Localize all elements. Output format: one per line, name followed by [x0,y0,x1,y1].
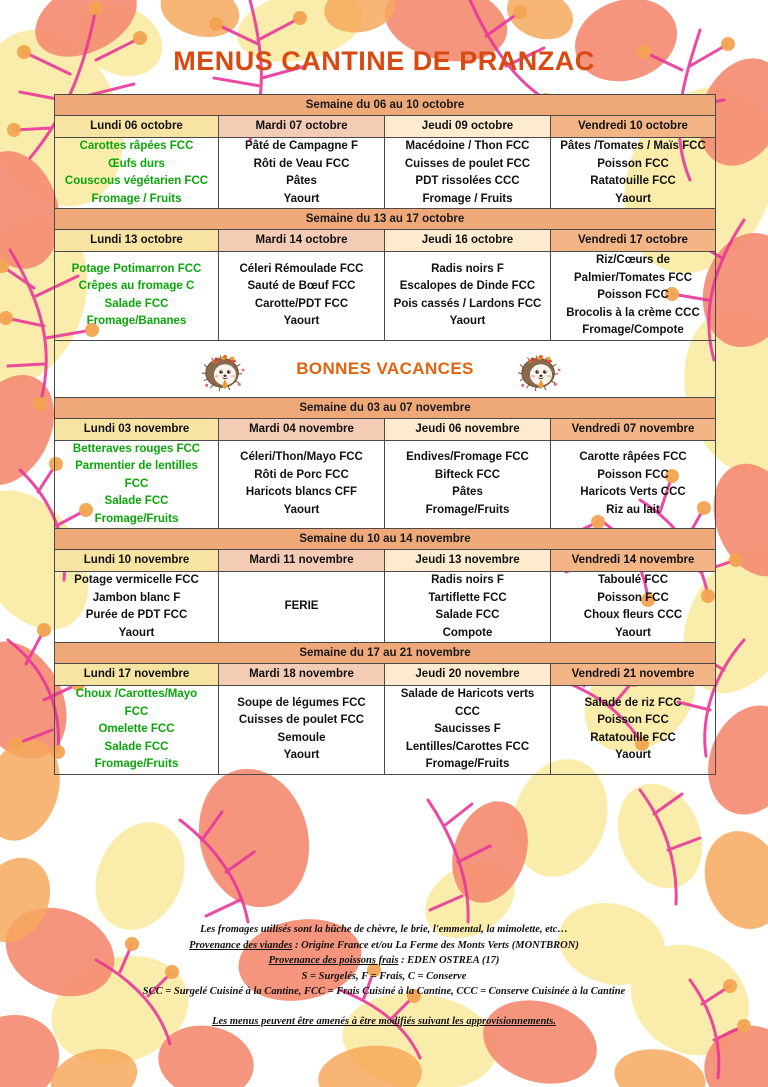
menu-item: Yaourt [283,315,320,328]
menu-item: Céleri Rémoulade FCC [239,262,364,275]
menu-item: Lentilles/Carottes FCC [405,740,530,753]
menu-item: Salade de Haricots verts [400,688,535,700]
menu-item: Yaourt [449,315,486,328]
day-header-3-2: Jeudi 13 novembre [385,550,551,572]
day-header-1-2: Jeudi 16 octobre [385,230,551,252]
menu-item: Haricots Verts CCC [580,486,686,499]
menu-row [55,138,716,209]
menu-item: Tartiflette FCC [428,591,507,604]
menu-cell-2-3 [551,440,716,529]
menu-item: Poisson FCC [597,468,669,481]
menu-item: Haricots blancs CFF [245,486,358,499]
menu-item: Macédoine / Thon FCC [405,140,530,152]
day-header-0-1: Mardi 07 octobre [219,116,385,138]
menu-item: Œufs durs [108,157,165,170]
menu-cell-2-0 [55,440,219,529]
menu-cell-2-1 [219,440,385,529]
day-header-3-0: Lundi 10 novembre [55,550,219,572]
menu-row [55,572,716,643]
menu-item: Yaourt [615,749,651,762]
footer-meat-rest: : Origine France et/ou La Ferme des Monts Verts (MONTBRON) [292,939,579,951]
week-banner-row [55,397,716,418]
menus-table-body [55,95,716,775]
menu-cell-3-3 [551,572,716,643]
day-header-1-0: Lundi 13 octobre [55,230,219,252]
footer-legend [0,922,768,1029]
day-header-row [55,116,716,138]
menu-item: Omelette FCC [98,723,175,735]
menu-item: Pois cassés / Lardons FCC [393,297,542,310]
menu-item: Jambon blanc F [92,591,181,604]
menu-item: Fromage / Fruits [91,192,182,205]
menu-item: Pâtes [452,486,483,499]
footer-fish-label: Provenance des poissons frais [268,955,399,966]
week-banner-1: Semaine du 13 au 17 octobre [55,209,716,230]
menu-item: Pâtes [286,175,317,187]
menu-cell-3-1 [219,572,385,643]
menu-item: Pâté de Campagne F [244,140,359,152]
week-banner-row [55,95,716,116]
menu-item: Poisson FCC [597,289,669,301]
footer-line-cheeses: Les fromages utilisés sont la bûche de chèvre, le brie, l'emmental, la mimolette, etc… [200,924,568,935]
day-header-3-3: Vendredi 14 novembre [551,550,716,572]
vacation-cell [55,340,716,397]
menu-item: Carotte râpées FCC [579,451,687,464]
week-banner-0: Semaine du 06 au 10 octobre [55,95,716,116]
menu-cell-3-0 [55,572,219,643]
menu-item: Fromage/Fruits [94,512,179,525]
day-header-4-3: Vendredi 21 novembre [551,664,716,686]
day-header-0-3: Vendredi 10 octobre [551,116,716,138]
menu-item: Poisson FCC [597,157,669,170]
week-banner-row [55,209,716,230]
menu-item: Salade de riz FCC [584,696,682,709]
menu-item: Parmentier de lentilles [75,460,198,472]
footer-fish-rest: : EDEN OSTREA (17) [398,955,500,966]
day-header-0-2: Jeudi 09 octobre [385,116,551,138]
menu-cell-4-2 [385,686,551,775]
menu-item: Yaourt [283,749,320,762]
week-banner-2: Semaine du 03 au 07 novembre [55,397,716,418]
menu-cell-1-1 [219,252,385,341]
day-header-2-3: Vendredi 07 novembre [551,418,716,440]
day-header-2-0: Lundi 03 novembre [55,418,219,440]
day-header-row [55,230,716,252]
menu-item: Fromage/Fruits [94,758,179,770]
menu-item: Radis noirs F [431,574,504,586]
week-banner-4: Semaine du 17 au 21 novembre [55,643,716,664]
menus-table [54,94,716,775]
menu-item: Fromage/Fruits [425,503,510,516]
menu-item: Cuisses de poulet FCC [404,157,531,170]
menu-item: Fromage/Bananes [86,315,187,328]
menu-item: Salade FCC [104,297,169,310]
menu-cell-4-1 [219,686,385,775]
menu-cell-1-0 [55,252,219,341]
menu-item: Couscous végétarien FCC [64,175,209,187]
menu-item: Purée de PDT FCC [85,609,188,621]
menu-item: Choux /Carottes/Mayo [75,688,198,700]
menu-item: Fromage/Fruits [425,758,510,770]
menu-item: Yaourt [615,192,651,205]
menu-row [55,440,716,529]
day-header-4-0: Lundi 17 novembre [55,664,219,686]
menu-item: Poisson FCC [597,714,669,727]
day-header-4-1: Mardi 18 novembre [219,664,385,686]
menu-item: Yaourt [118,626,155,639]
week-banner-row [55,643,716,664]
footer-line-abbrev-basic: S = Surgelés, F = Frais, C = Conserve [301,970,467,982]
menu-item: CCC [455,705,480,718]
menu-item: Bifteck FCC [434,468,501,481]
menu-item: Semoule [277,731,326,744]
menu-item: Betteraves rouges FCC [72,442,201,455]
menu-item: Salade FCC [104,740,169,753]
day-header-row [55,550,716,572]
menu-cell-0-3 [551,138,716,209]
menu-item: Brocolis à la crème CCC [566,306,700,319]
menu-row [55,686,716,775]
day-header-3-1: Mardi 11 novembre [219,550,385,572]
menu-item: Saucisses F [434,723,501,735]
footer-line-disclaimer: Les menus peuvent être amenés à être modifiés suivant les approvisionnements. [212,1015,556,1027]
menu-cell-0-2 [385,138,551,209]
menu-item: Salade FCC [104,495,169,507]
footer-line-abbrev-cooked: SCC = Surgelé Cuisiné à la Cantine, FCC = Frais Cuisiné à la Cantine, CCC = Conserve Cuisinée à la Cantine [142,986,626,997]
menu-item: Cuisses de poulet FCC [238,714,365,727]
menu-item: Rôti de Porc FCC [254,468,349,481]
menu-item: Fromage / Fruits [422,192,513,205]
menu-item: Pâtes /Tomates / Maïs FCC [560,140,706,152]
menu-cell-3-2 [385,572,551,643]
day-header-4-2: Jeudi 20 novembre [385,664,551,686]
menu-cell-0-0 [55,138,219,209]
menu-item: Ratatouille FCC [590,175,676,187]
menu-cell-4-3 [551,686,716,775]
footer-line-meat-origin [0,938,768,954]
menu-item: Fromage/Compote [582,324,684,336]
menu-cell-1-3 [551,252,716,341]
day-header-2-1: Mardi 04 novembre [219,418,385,440]
menu-item: Ratatouille FCC [590,731,676,744]
menu-item: Taboulé FCC [597,574,669,586]
hedgehog-icon [201,347,247,393]
menu-item: Riz au lait [606,503,660,516]
day-header-row [55,418,716,440]
vacation-row [55,340,716,397]
menu-item: Potage Potimarron FCC [71,262,202,275]
menu-item: Escalopes de Dinde FCC [399,280,536,293]
footer-line-fish-origin [0,953,768,969]
menu-item: Riz/Cœurs de [595,254,671,266]
menu-item: Salade FCC [435,609,500,621]
menu-item: Compote [442,626,493,639]
menu-item: Endives/Fromage FCC [406,451,529,464]
week-banner-3: Semaine du 10 au 14 novembre [55,529,716,550]
menu-item: Sauté de Bœuf FCC [247,280,356,293]
menu-item: Soupe de légumes FCC [237,696,366,709]
menu-cell-1-2 [385,252,551,341]
menu-row [55,252,716,341]
menu-item: Palmier/Tomates FCC [574,271,693,284]
menu-item: Crêpes au fromage C [78,280,195,293]
menu-item: Rôti de Veau FCC [253,157,350,170]
menu-item: Carotte/PDT FCC [254,297,349,310]
menu-item: Poisson FCC [597,591,669,604]
page-title: MENUS CANTINE DE PRANZAC [173,46,595,76]
footer-meat-label: Provenance des viandes [189,939,293,951]
day-header-1-3: Vendredi 17 octobre [551,230,716,252]
menu-item: Potage vermicelle FCC [74,574,199,586]
week-banner-row [55,529,716,550]
menu-item: Céleri/Thon/Mayo FCC [240,451,363,464]
vacation-label: BONNES VACANCES [296,358,474,378]
menu-cell-4-0 [55,686,219,775]
menu-item: Yaourt [283,503,320,516]
menu-item: FERIE [284,600,319,613]
hedgehog-icon [517,347,563,393]
menu-item: PDT rissolées CCC [415,175,520,187]
menu-cell-0-1 [219,138,385,209]
menu-item: Choux fleurs CCC [583,609,683,621]
day-header-row [55,664,716,686]
day-header-1-1: Mardi 14 octobre [219,230,385,252]
day-header-0-0: Lundi 06 octobre [55,116,219,138]
menu-item: FCC [124,477,149,490]
menu-item: FCC [124,705,149,718]
menu-item: Yaourt [283,192,320,205]
menu-cell-2-2 [385,440,551,529]
menu-item: Yaourt [615,626,651,639]
day-header-2-2: Jeudi 06 novembre [385,418,551,440]
menu-item: Carottes râpées FCC [79,140,194,152]
menu-item: Radis noirs F [431,262,504,275]
